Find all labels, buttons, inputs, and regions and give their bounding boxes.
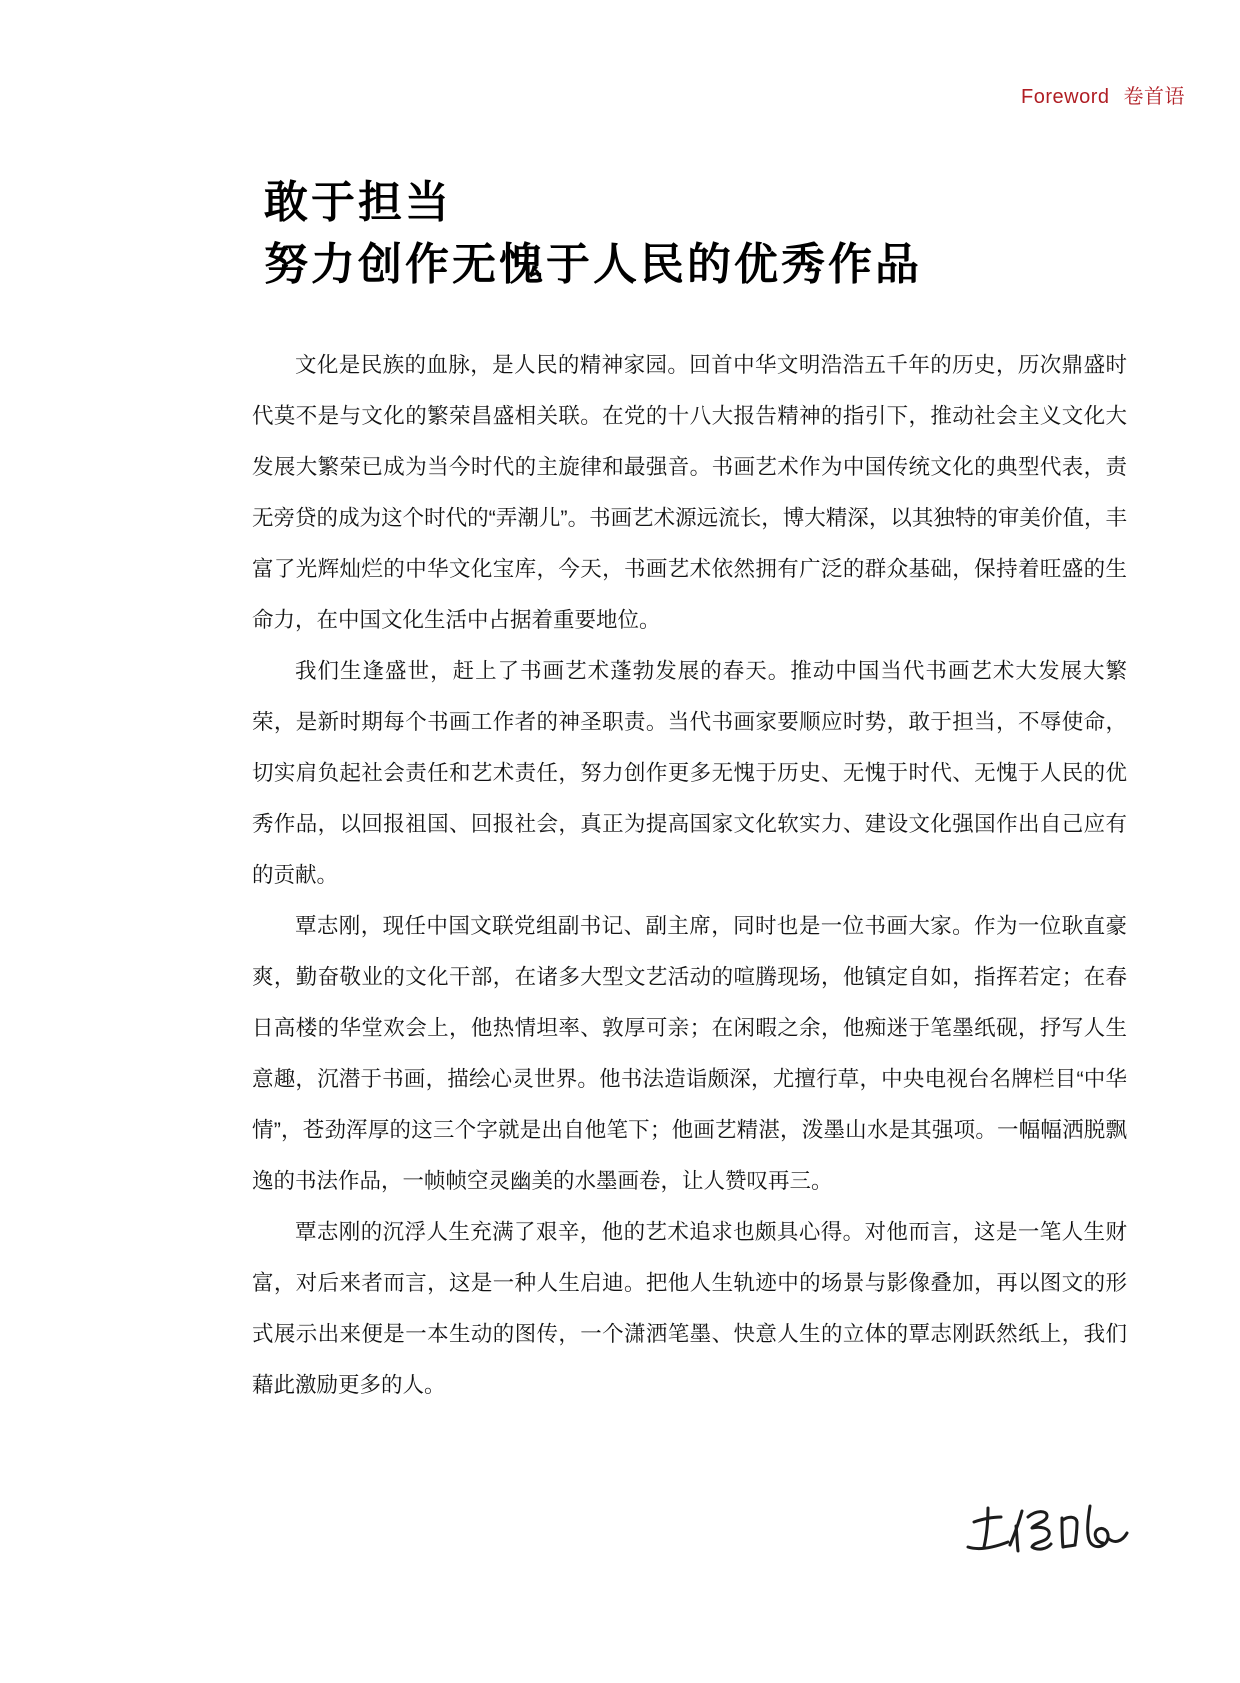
paragraph-1: 文化是民族的血脉，是人民的精神家园。回首中华文明浩浩五千年的历史，历次鼎盛时代莫不是与文化的繁荣昌盛相关联。在党的十八大报告精神的指引下，推动社会主义文化大发展大繁荣已成为当今时代的主旋律和最强音。书画艺术作为中国传统文化的典型代表，责无旁贷的成为这个时代的“弄潮儿”。书画艺术源远流长，博大精深，以其独特的审美价值，丰富了光辉灿烂的中华文化宝库，今天，书画艺术依然拥有广泛的群众基础，保持着旺盛的生命力，在中国文化生活中占据着重要地位。 [252,353,1127,632]
page-title-line1: 敢于担当 [264,178,452,227]
paragraph-4: 覃志刚的沉浮人生充满了艰辛，他的艺术追求也颇具心得。对他而言，这是一笔人生财富，对后来者而言，这是一种人生启迪。把他人生轨迹中的场景与影像叠加，再以图文的形式展示出来便是一本生动的图传，一个潇洒笔墨、快意人生的立体的覃志刚跃然纸上，我们藉此激励更多的人。 [252,1220,1127,1397]
signature-handwriting-icon [960,1492,1135,1577]
page-title [264,172,922,296]
page-title-line2: 努力创作无愧于人民的优秀作品 [264,240,922,289]
foreword-body [252,340,1127,1411]
page-header [1021,86,1185,108]
foreword-label-en: Foreword [1021,86,1110,108]
author-signature [960,1492,1135,1577]
paragraph-3: 覃志刚，现任中国文联党组副书记、副主席，同时也是一位书画大家。作为一位耿直豪爽，勤奋敬业的文化干部，在诸多大型文艺活动的喧腾现场，他镇定自如，指挥若定；在春日高楼的华堂欢会上，他热情坦率、敦厚可亲；在闲暇之余，他痴迷于笔墨纸砚，抒写人生意趣，沉潜于书画，描绘心灵世界。他书法造诣颇深，尤擅行草，中央电视台名牌栏目“中华情”，苍劲浑厚的这三个字就是出自他笔下；他画艺精湛，泼墨山水是其强项。一幅幅洒脱飘逸的书法作品，一帧帧空灵幽美的水墨画卷，让人赞叹再三。 [252,914,1127,1193]
paragraph-2: 我们生逢盛世，赶上了书画艺术蓬勃发展的春天。推动中国当代书画艺术大发展大繁荣，是新时期每个书画工作者的神圣职责。当代书画家要顺应时势，敢于担当，不辱使命，切实肩负起社会责任和艺术责任，努力创作更多无愧于历史、无愧于时代、无愧于人民的优秀作品，以回报祖国、回报社会，真正为提高国家文化软实力、建设文化强国作出自己应有的贡献。 [252,659,1127,887]
foreword-label-zh: 卷首语 [1123,86,1185,108]
